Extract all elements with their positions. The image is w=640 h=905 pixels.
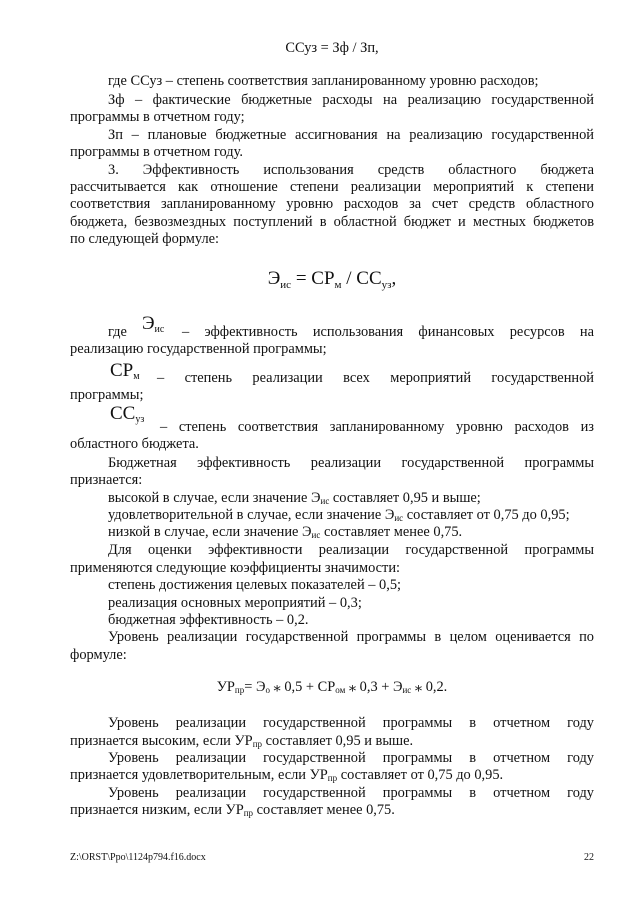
def-ssuz: где ССуз – степень соответствия запланированному уровню расходов; <box>108 73 539 89</box>
def-zf: Зф – фактические бюджетные расходы на реализацию государственной <box>108 92 594 108</box>
para-3-line-4: бюджета, безвозмездных поступлений в областной бюджет и местных бюджетов <box>70 214 594 230</box>
level-sat-line-1: Уровень реализации государственной программы в отчетном году <box>108 750 594 766</box>
level-high-line-2: признается высоким, если $УР_{пр}$ составляет 0,95 и выше. <box>70 733 414 749</box>
symbol-eis: $Э_{ис}$ <box>142 313 165 335</box>
formula-ssuz: ССуз = Зф / Зп, <box>285 40 379 56</box>
para-3-line-5: по следующей формуле: <box>70 231 220 247</box>
def-ccuz-text-cont: областного бюджета. <box>70 436 199 452</box>
level-sat-line-2: признается удовлетворительным, если $УР_{пр}$ составляет от 0,75 до 0,95. <box>70 767 504 783</box>
weights-line-7: формуле: <box>70 647 127 663</box>
level-low-line-2: признается низким, если $УР_{пр}$ составляет менее 0,75. <box>70 802 395 818</box>
weight-targets: степень достижения целевых показателей – 0,5; <box>108 577 402 593</box>
para-3-line-2: рассчитывается как отношение степени реализации мероприятий к степени <box>70 179 594 195</box>
def-zf-cont: программы в отчетном году; <box>70 109 245 125</box>
budget-high: высокой в случае, если значение $Э_{ис}$ составляет 0,95 и выше; <box>108 490 481 506</box>
def-eis-text: – эффективность использования финансовых ресурсов на <box>182 324 594 340</box>
para-3-line-1: 3. Эффективность использования средств областного бюджета <box>108 162 594 178</box>
def-ccuz-text: – степень соответствия запланированному уровню расходов из <box>160 419 594 435</box>
def-eis-text-cont: реализацию государственной программы; <box>70 341 327 357</box>
def-srm-text: – степень реализации всех мероприятий государственной <box>157 370 594 386</box>
page-number: 22 <box>584 852 594 863</box>
budget-low: низкой в случае, если значение $Э_{ис}$ составляет менее 0,75. <box>108 524 463 540</box>
budget-line-2: признается: <box>70 472 143 488</box>
formula-program-level: $УР_{пр}= Э_о$ ⁎ $0,5 + СР_{ом}$ ⁎ $0,3 + Э_{ис}$ ⁎ 0,2. <box>216 679 448 695</box>
symbol-ccuz: $СС_{уз}$ <box>110 403 145 425</box>
def-srm-text-cont: программы; <box>70 387 144 403</box>
formula-efficiency: $Э_{ис} = СР_м / СС_{уз}$, <box>267 268 397 291</box>
symbol-srm: $СР_м$ <box>110 360 140 382</box>
weight-activities: реализация основных мероприятий – 0,3; <box>108 595 362 611</box>
weights-line-6: Уровень реализации государственной программы в целом оценивается по <box>108 629 594 645</box>
weights-line-2: применяются следующие коэффициенты значимости: <box>70 560 401 576</box>
budget-line-1: Бюджетная эффективность реализации государственной программы <box>108 455 594 471</box>
level-low-line-1: Уровень реализации государственной программы в отчетном году <box>108 785 594 801</box>
weights-line-1: Для оценки эффективности реализации государственной программы <box>108 542 594 558</box>
def-where: где <box>108 324 127 340</box>
def-zp: Зп – плановые бюджетные ассигнования на реализацию государственной <box>108 127 594 143</box>
weight-budget: бюджетная эффективность – 0,2. <box>108 612 309 628</box>
budget-satisfactory: удовлетворительной в случае, если значение $Э_{ис}$ составляет от 0,75 до 0,95; <box>108 507 570 523</box>
para-3-line-3: соответствия запланированному уровню расходов за счет средств областного <box>70 196 594 212</box>
level-high-line-1: Уровень реализации государственной программы в отчетном году <box>108 715 594 731</box>
footer-file-path: Z:\ORST\Ppo\1124p794.f16.docx <box>70 852 206 863</box>
def-zp-cont: программы в отчетном году. <box>70 144 243 160</box>
